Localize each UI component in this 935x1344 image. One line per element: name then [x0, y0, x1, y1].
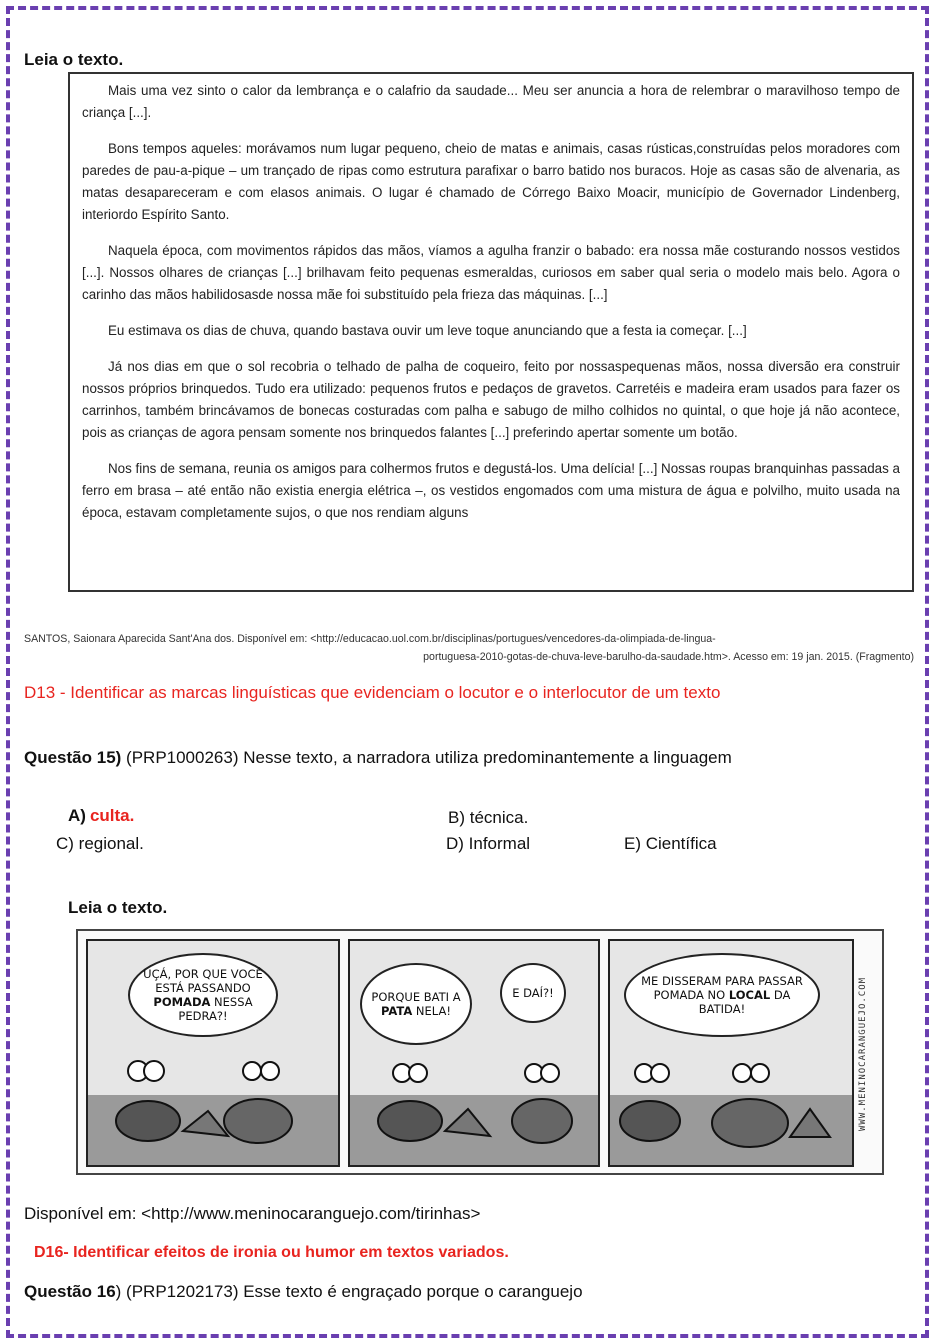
option-a[interactable] — [68, 806, 134, 826]
option-b[interactable]: B) técnica. — [448, 808, 529, 827]
passage-paragraph: Já nos dias em que o sol recobria o telhado de palha de coqueiro, feito por nossaspequenas mãos, nossa diversão era construir nossos próprios brinquedos. Tudo era utilizado: pequenos frutos e pedaços de gravetos. Carretéis e madeira eram usados para fazer os carrinhos, também brincávamos de bonecas costuradas com palha e sabugo de milho colhidos no quintal, o que hoje já não acontece, pois as crianças de agora pensam somente nos brinquedos falantes [...] preferindo apertar somente um botão. — [82, 359, 900, 440]
question-16 — [24, 1280, 904, 1303]
descriptor-d16: D16- Identificar efeitos de ironia ou humor em textos variados. — [34, 1244, 509, 1261]
question-16-label: Questão 16 — [24, 1282, 116, 1301]
question-15-text: (PRP1000263) Nesse texto, a narradora utiliza predominantemente a linguagem — [121, 748, 732, 767]
comic-source: Disponível em: <http://www.meninocaranguejo.com/tirinhas> — [24, 1204, 481, 1223]
option-c[interactable]: C) regional. — [56, 834, 144, 853]
section-heading-2: Leia o texto. — [68, 898, 168, 917]
option-d[interactable]: D) Informal — [446, 834, 531, 853]
section-heading-1: Leia o texto. — [24, 50, 124, 69]
comic-panel-3 — [608, 939, 854, 1167]
question-15 — [24, 746, 904, 769]
speech-bubble-1 — [128, 953, 278, 1037]
question-16-text: ) (PRP1202173) Esse texto é engraçado porque o caranguejo — [115, 1282, 583, 1301]
comic-credit: WWW.MENINOCARANGUEJO.COM — [858, 976, 868, 1132]
passage-paragraph: Bons tempos aqueles: morávamos num lugar pequeno, cheio de matas e animais, casas rústicas,construídas pelos moradores com paredes de pau-a-pique – um trançado de ripas como estrutura parafixar o barro batido nos buracos. Hoje as casas são de alvenaria, as matas desapareceram e com elasos animais. O lugar é chamado de Córrego Baixo Moacir, município de Governador Lindenberg, interiordo Espírito Santo. — [82, 141, 900, 222]
speech-bubble-4 — [624, 953, 820, 1037]
option-e[interactable]: E) Científica — [624, 834, 717, 853]
passage-paragraph: Naquela época, com movimentos rápidos das mãos, víamos a agulha franzir o babado: era nossa mãe costurando nossos vestidos [...]. Nossos olhares de crianças [...] brilhavam feito pequenas esmeraldas, curiosos em saber qual seria o modelo mais belo. Agora o carinho das mãos habilidosasde nossa mãe foi substituído pela frieza das máquinas. [...] — [82, 243, 900, 302]
source-line-1: SANTOS, Saionara Aparecida Sant'Ana dos. Disponível em: <http://educacao.uol.com.br/disciplinas/portugues/vencedores-da-olimpiada-de-lingua- — [24, 633, 716, 645]
bubble-2-text: PORQUE BATI A PATA NELA! — [371, 990, 461, 1018]
descriptor-d13: D13 - Identificar as marcas linguísticas que evidenciam o locutor e o interlocutor de um texto — [24, 683, 721, 702]
comic-strip — [76, 929, 884, 1175]
option-a-label: A) — [68, 806, 86, 825]
option-a-value: culta. — [89, 806, 135, 825]
bubble-4-text: ME DISSERAM PARA PASSAR POMADA NO LOCAL DA BATIDA! — [641, 974, 803, 1016]
bubble-1-text: UÇÁ, POR QUE VOCÊ ESTÁ PASSANDO POMADA NESSA PEDRA?! — [143, 967, 263, 1023]
source-line-2: portuguesa-2010-gotas-de-chuva-leve-barulho-da-saudade.htm>. Acesso em: 19 jan. 2015. (Fragmento) — [423, 651, 914, 663]
passage-source — [24, 630, 914, 666]
passage-box — [68, 72, 914, 592]
speech-bubble-2 — [360, 963, 472, 1045]
comic-panel-2 — [348, 939, 600, 1167]
question-15-label: Questão 15) — [24, 748, 122, 767]
comic-panel-1 — [86, 939, 340, 1167]
passage-paragraph: Nos fins de semana, reunia os amigos para colhermos frutos e degustá-los. Uma delícia! [...] Nossas roupas branquinhas passadas a ferro em brasa – até então não existia energia elétrica –, os vestidos engomados com uma mistura de água e polvilho, muito usada na época, estavam completamente sujos, o que nos rendiam alguns — [82, 461, 900, 520]
passage-paragraph: Mais uma vez sinto o calor da lembrança e o calafrio da saudade... Meu ser anuncia a hora de relembrar o maravilhoso tempo de criança [...]. — [82, 83, 900, 120]
speech-bubble-3: E DAÍ?! — [500, 963, 566, 1023]
passage-paragraph: Eu estimava os dias de chuva, quando bastava ouvir um leve toque anunciando que a festa ia começar. [...] — [108, 323, 747, 338]
